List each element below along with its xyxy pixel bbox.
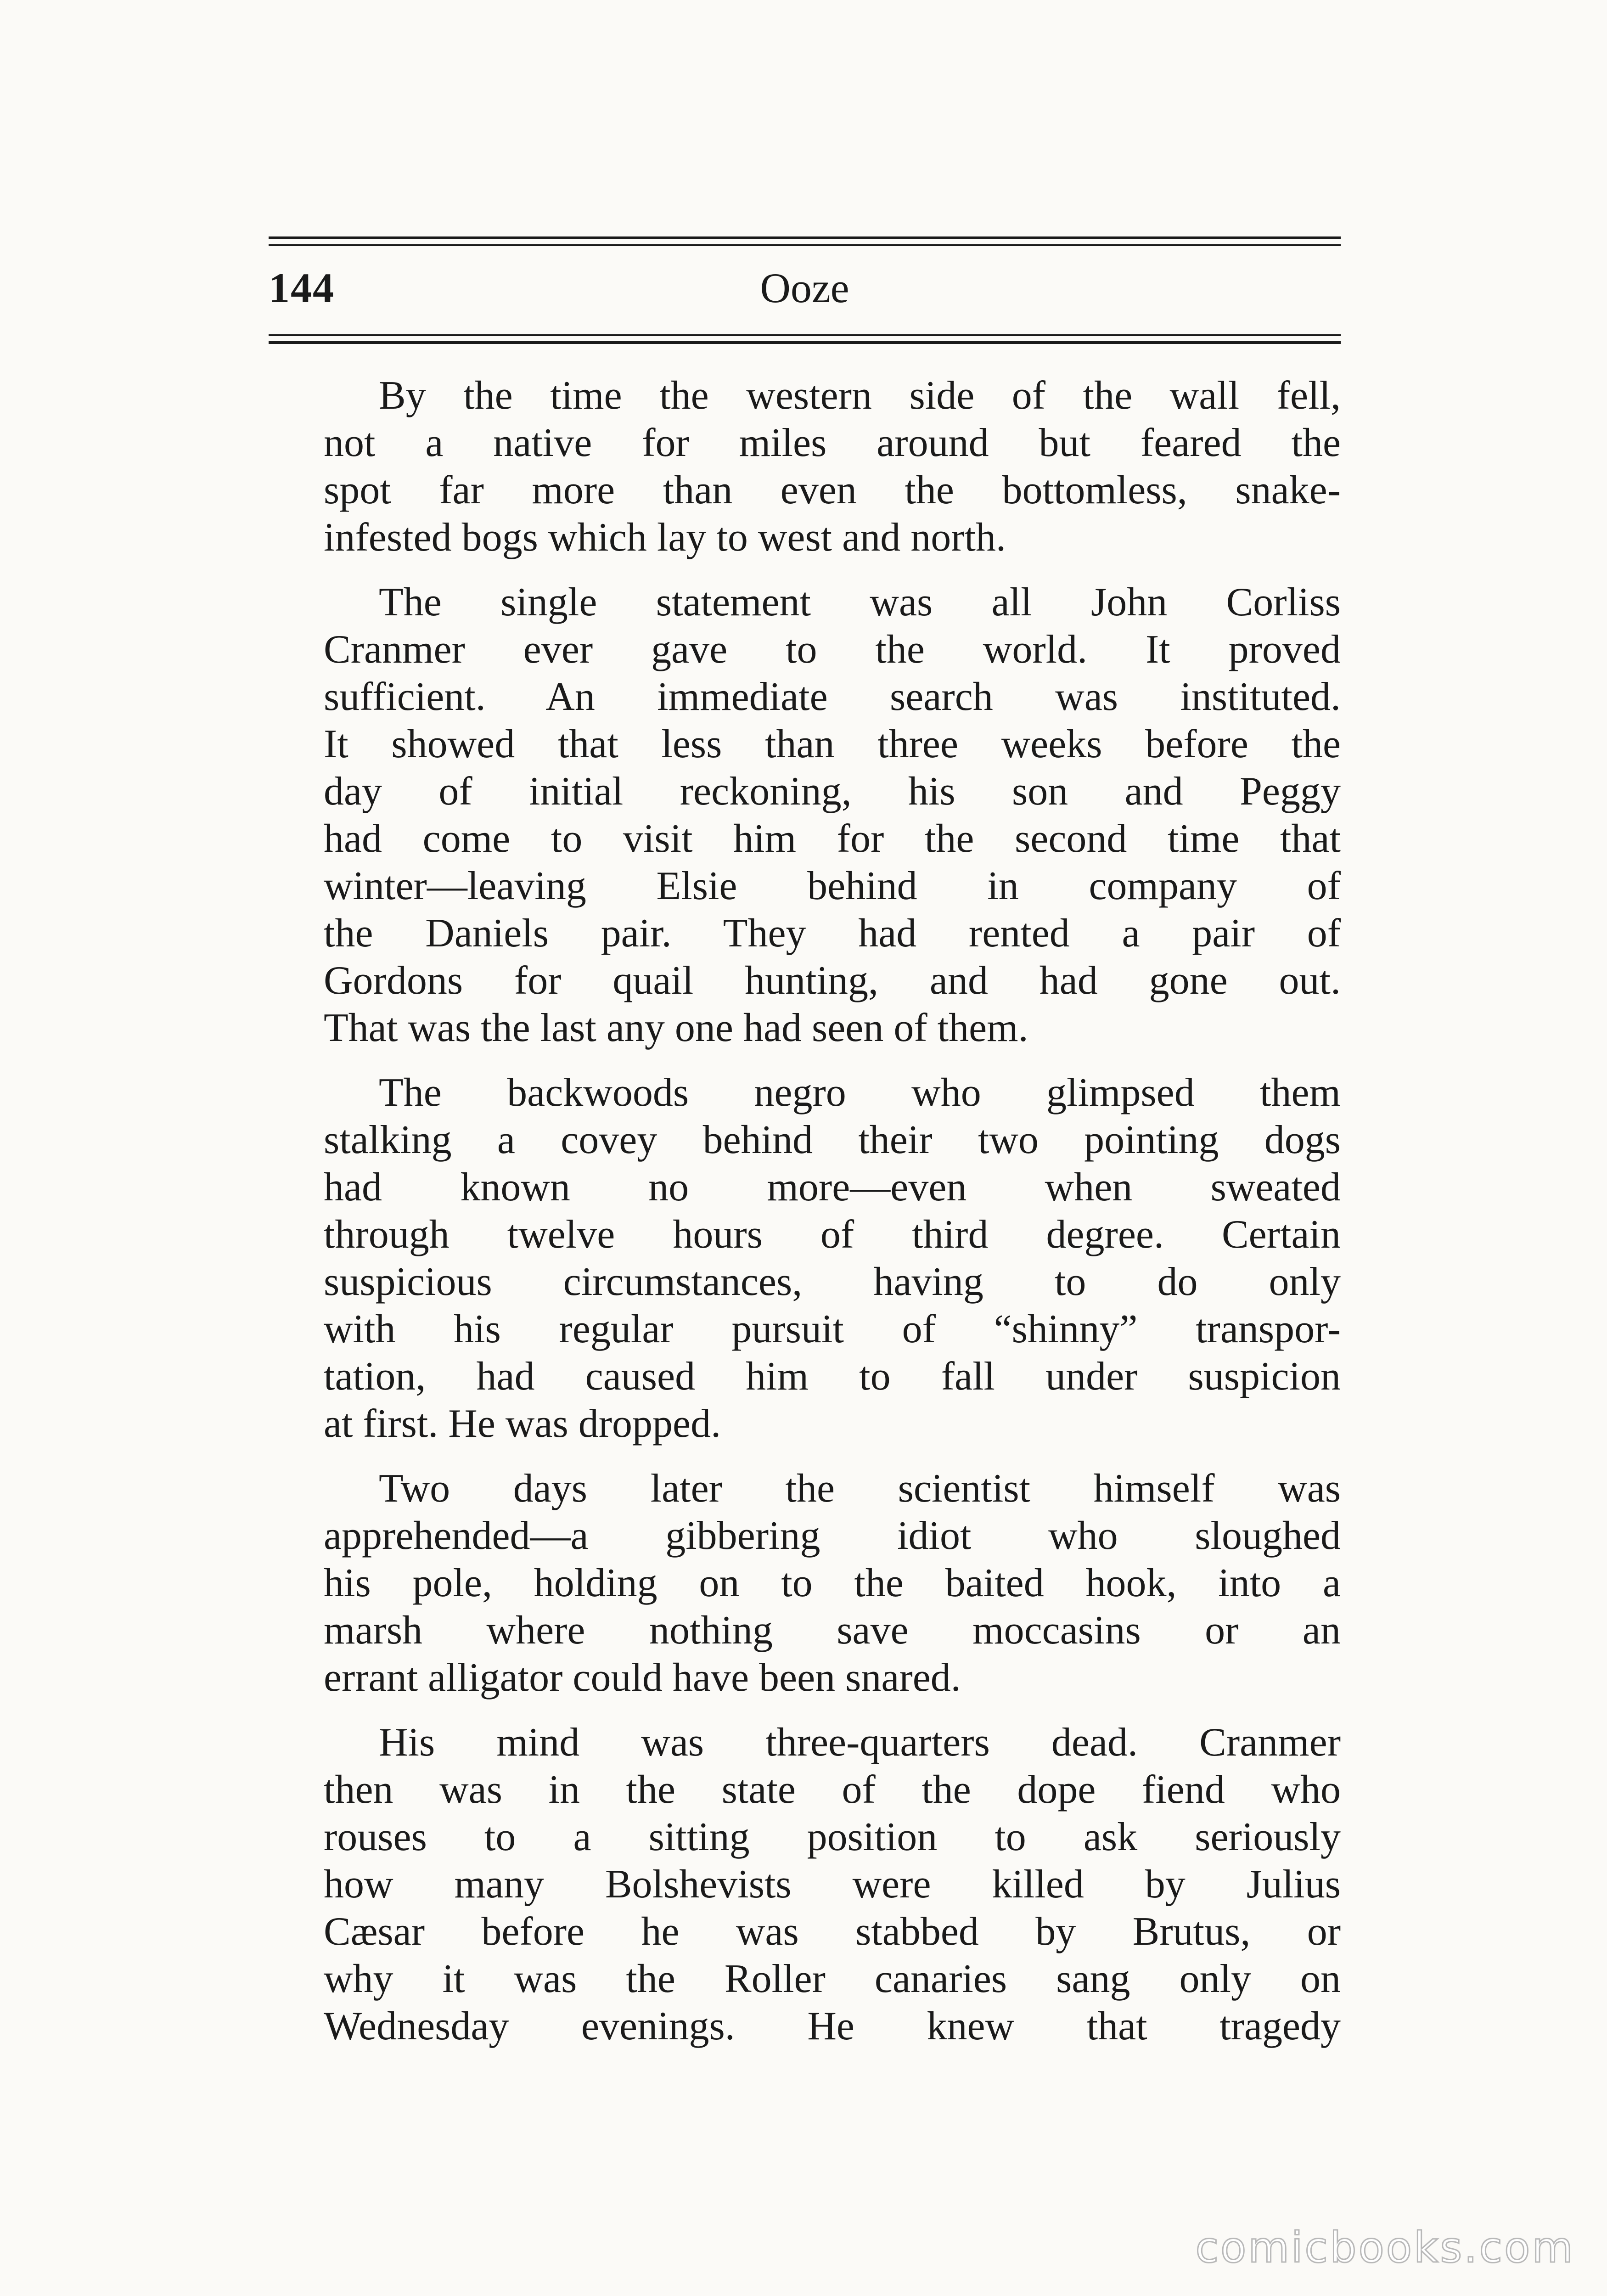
text-line: Two days later the scientist himself was	[379, 1466, 1341, 1511]
text-line: Wednesday evenings. He knew that tragedy	[324, 2004, 1341, 2048]
text-line: stalking a covey behind their two pointing dogs	[324, 1118, 1341, 1162]
text-line: tation, had caused him to fall under suspicion	[324, 1354, 1341, 1399]
text-line: The single statement was all John Corliss	[379, 580, 1341, 625]
text-line: errant alligator could have been snared.	[324, 1655, 961, 1700]
text-line: why it was the Roller canaries sang only on	[324, 1957, 1341, 2001]
text-line: had known no more—even when sweated	[324, 1165, 1341, 1210]
text-line: sufficient. An immediate search was instituted.	[324, 675, 1341, 719]
text-line: had come to visit him for the second time that	[324, 816, 1341, 861]
page-header	[269, 257, 1341, 317]
header-top-rule	[269, 236, 1341, 239]
text-line: how many Bolshevists were killed by Julius	[324, 1862, 1341, 1907]
text-line: Gordons for quail hunting, and had gone out.	[324, 958, 1341, 1003]
text-line: the Daniels pair. They had rented a pair of	[324, 911, 1341, 956]
text-line: By the time the western side of the wall fell,	[379, 373, 1341, 418]
text-line: at first. He was dropped.	[324, 1401, 721, 1446]
site-watermark: comicbooks.com	[1195, 2223, 1575, 2272]
text-line: suspicious circumstances, having to do only	[324, 1260, 1341, 1304]
page-number: 144	[269, 264, 335, 311]
paragraph-4	[269, 1465, 1341, 1701]
paragraph-5	[269, 1719, 1341, 2050]
header-bottom-rule-thin	[269, 334, 1341, 336]
text-line: through twelve hours of third degree. Certain	[324, 1212, 1341, 1257]
text-line: winter—leaving Elsie behind in company of	[324, 864, 1341, 908]
running-head: Ooze	[760, 264, 849, 311]
paragraph-1	[269, 372, 1341, 561]
text-line: That was the last any one had seen of them.	[324, 1006, 1028, 1050]
text-line: spot far more than even the bottomless, snake-	[324, 468, 1341, 512]
text-line: his pole, holding on to the baited hook, into a	[324, 1561, 1341, 1605]
text-line: with his regular pursuit of “shinny” transpor-	[324, 1307, 1341, 1351]
text-line: His mind was three-quarters dead. Cranmer	[379, 1720, 1341, 1765]
text-line: Cæsar before he was stabbed by Brutus, or	[324, 1909, 1341, 1954]
text-line: The backwoods negro who glimpsed them	[379, 1070, 1341, 1115]
text-line: apprehended—a gibbering idiot who sloughed	[324, 1514, 1341, 1558]
text-line: rouses to a sitting position to ask seriously	[324, 1815, 1341, 1859]
paragraph-3	[269, 1069, 1341, 1447]
text-line: then was in the state of the dope fiend who	[324, 1767, 1341, 1812]
text-line: day of initial reckoning, his son and Peggy	[324, 769, 1341, 814]
paragraph-2	[269, 579, 1341, 1052]
body-text	[269, 372, 1341, 2050]
text-line: Cranmer ever gave to the world. It proved	[324, 627, 1341, 672]
text-line: marsh where nothing save moccasins or an	[324, 1608, 1341, 1653]
text-line: not a native for miles around but feared the	[324, 421, 1341, 465]
header-bottom-rule	[269, 341, 1341, 344]
text-line: It showed that less than three weeks before the	[324, 722, 1341, 766]
header-top-rule-thin	[269, 244, 1341, 246]
text-line: infested bogs which lay to west and north.	[324, 515, 1006, 560]
